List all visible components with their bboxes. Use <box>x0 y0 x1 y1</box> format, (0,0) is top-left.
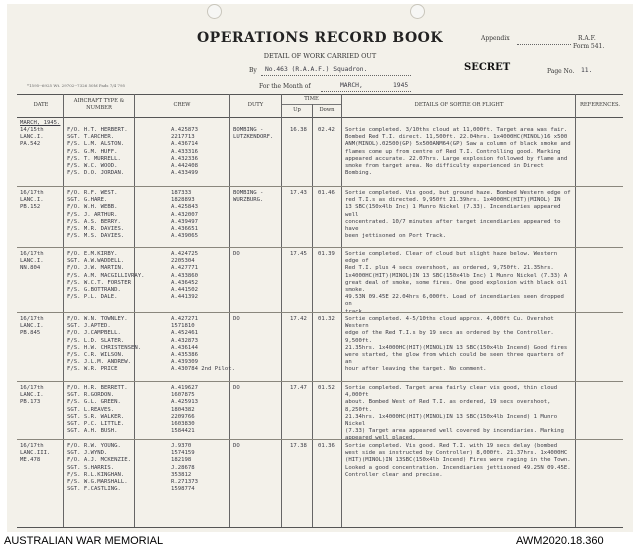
column-header-up: Up <box>293 107 301 113</box>
row-crew-names: F/O. R.F. WEST. SGT. G.HARE. F/O. W.H. WEBB. F/S. J. ARTHUR. F/S. A.S. BERRY. F/S. M.R. DAVIES. F/S. M.S. DAVIES. <box>67 190 125 240</box>
punch-hole-right <box>410 4 425 19</box>
month-heading: MARCH, 1945. <box>20 120 61 126</box>
column-header-crew: CREW <box>173 102 191 108</box>
year-value: 1945 <box>393 82 409 89</box>
col-divider-duty <box>229 94 230 528</box>
col-divider-crew <box>134 94 135 528</box>
row-separator <box>17 439 623 440</box>
col-divider-down <box>312 104 313 528</box>
row-details: Sortie completed. 4-5/10ths cloud approx. 4,000ft Cu. Overshot Western edge of the Red T.I.s by 19 secs as ordered by the Controller. 9,500ft. 21.35hrs. 1x4000HC(HIT)(MINOL)IN 13 SBC(150x4lb Incend) Good fires were started, the glow from which could be seen three quarters of an hour after leaving the target. No comment. <box>345 316 568 373</box>
row-crew-numbers: A.425873 2217713 A.436714 A.433316 A.432336 A.442408 A.433499 <box>171 127 198 177</box>
page-number: 11. <box>581 67 593 74</box>
row-date-aircraft: 16/17th LANC.I. PB.152 <box>20 190 44 211</box>
row-separator <box>17 381 623 382</box>
row-crew-numbers: A.427271 1571810 A.452461 A.432873 A.436144 A.435386 A.439309 A.430784 2nd Pilot. <box>171 316 235 373</box>
squadron-name: No.463 (R.A.A.F.) Squadron. <box>265 66 368 73</box>
row-time-up: 17.47 <box>290 385 307 391</box>
row-crew-names: F/O. W.N. TOWNLEY. SGT. J.APTED. F/O. J.CAMPBELL. F/S. L.D. SLATER. F/S. H.W. CHRISTENSEN. F/S. C.R. WILSON. F/S. J.L.M. ANDREW. F/S. W.R. PRICE <box>67 316 142 373</box>
row-details: Sortie completed. Clear of cloud but slight haze below. Western edge of Red T.I. plus 4 secs overshoot, as ordered, 9,750ft. 21.35hrs. 1x4000HC(HIT)(MINOL)IN 13 SBC(150x4lb Inc) 1 Munro Nickel (7.33) A great deal of smoke, some fires. One good explosion with black oil smoke. 49.53N 09.45E 22.04hrs 6,000ft. Load of incendiaries seen dropped on track. <box>345 251 568 315</box>
time-split-rule <box>281 104 341 105</box>
row-duty: BOMBING - LUTZKENDORF. <box>233 127 274 141</box>
form-code: R.A.F. <box>578 35 596 42</box>
row-duty: DO <box>233 385 240 391</box>
row-crew-numbers: A.424725 2205304 A.427771 A.433860 A.436452 A.441502 A.441392 <box>171 251 198 301</box>
appendix-label: Appendix <box>481 35 510 42</box>
col-divider-refs <box>575 94 576 528</box>
row-crew-names: F/O. R.W. YOUNG. SGT. J.WYND. F/O. A.J. MCKENZIE. SGT. S.HARRIS. F/S. R.L.KINGHAN. F/S. W.G.MARSHALL. SGT. F.CASTLING. <box>67 443 131 493</box>
row-crew-numbers: 187333 1828893 A.425843 A.432007 A.439497 A.436651 A.439065 <box>171 190 198 240</box>
form-number: Form 541. <box>573 43 605 50</box>
header-bottom-rule <box>17 117 623 118</box>
column-header-details: DETAILS OF SORTIE OR FLIGHT <box>414 102 504 108</box>
record-sheet <box>7 4 633 532</box>
col-divider-up <box>281 94 282 528</box>
row-duty: DO <box>233 251 240 257</box>
row-details: Sortie completed. 3/10ths cloud at 11,000ft. Target area was fair. Bombed Red T.I. direct. 11,500ft. 22.04hrs. 1x4000HC(MINOL)16 x500 ANM(MINOL).02500(GP) 5x500ANM64(GP) Saw a column of black smoke and flames come up from centre of Red T.I. Controlling good. Marking appeared accurate. 22.07hrs. Large explosion followed by flame and smoke from target area. No difficulty experienced in Direct Bombing. <box>345 127 571 177</box>
column-header-time: TIME <box>304 96 319 102</box>
squadron-line <box>261 75 411 76</box>
row-date-aircraft: 16/17th LANC.I. PB.173 <box>20 385 44 406</box>
row-time-up: 17.43 <box>290 190 307 196</box>
row-details: Sortie completed. Vis good. Red T.I. with 19 secs delay (bombed west side as instructed by Controller) 8,000ft. 21.37hrs. 1x4000HC (HIT)(MINOL)IN 13SBC(150x4lb Incend) Fires were raging in the Town. Looked a good concentration. Incendiaries jettisoned 49.25N 09.45E. Controller clear and precise. <box>345 443 571 478</box>
column-header-references: REFERENCES. <box>579 102 621 108</box>
row-details: Sortie completed. Vis good, but ground haze. Bombed Western edge of red T.I.s as directed. 9,950ft 21.39hrs. 1x4000HC(HIT)(MINOL) IN 13 SBC(150x4lb Inc) 1 Munro Nickel (7.33). Incendiaries appeared well concentrated. 10/7 minutes after target incendiaries appeared to have been jettisoned on Port Track. <box>345 190 571 240</box>
column-header-duty: DUTY <box>247 102 264 108</box>
row-separator <box>17 247 623 248</box>
row-time-down: 01.52 <box>318 385 335 391</box>
footer-institution: AUSTRALIAN WAR MEMORIAL <box>4 535 164 547</box>
row-duty: BOMBING - WURZBURG. <box>233 190 264 204</box>
document-title: OPERATIONS RECORD BOOK <box>196 30 443 46</box>
row-crew-names: F/O. H.R. BERRETT. SGT. R.GORDON. F/S. G.L. GREEN. SGT. L.REAVES. SGT. S.R. WALKER. SGT. P.C. LITTLE. SGT. A.H. BUSH. <box>67 385 128 435</box>
row-duty: DO <box>233 443 240 449</box>
printer-line: *1595--6925 Wt. 29702--7326 50M Pads 7/4 795 <box>27 83 126 88</box>
row-details: Sortie completed. Target area fairly clear vis good, thin cloud 4,000ft about. Bombed West of Red T.I. as ordered, 19 secs overshoot, 8,250ft. 21.34hrs. 1x4000HC(HIT)(MINOL)IN 13 SBC(150x4lb Incend) 1 Munro Nickel (7.33) Target area appeared well covered by incendiaries. Marking appeared well placed. <box>345 385 564 442</box>
col-divider-details <box>341 94 342 528</box>
footer-accession-number: AWM2020.18.360 <box>516 535 604 547</box>
column-header-down: Down <box>319 107 335 113</box>
page-label: Page No. <box>547 68 575 75</box>
row-crew-names: F/O. H.T. HERBERT. SGT. T.ARCHER. F/S. L.M. ALSTON. F/S. G.M. HUFF. F/S. T. MURRELL. F/S. W.C. WOOD. F/S. D.O. JORDAN. <box>67 127 128 177</box>
row-time-up: 17.38 <box>290 443 307 449</box>
table-bottom-rule <box>17 527 623 528</box>
punch-hole-left <box>207 4 222 19</box>
row-date-aircraft: 16/17th LANC.III. ME.478 <box>20 443 51 464</box>
by-label: By <box>249 67 257 74</box>
row-time-down: 01.36 <box>318 443 335 449</box>
column-header-date: DATE <box>33 102 49 108</box>
row-time-down: 02.42 <box>318 127 335 133</box>
row-crew-names: F/O. E.M.KIRBY. SGT. A.W.WADDELL. F/O. J.W. MARTIN. F/S. A.M. MACGILLIVRAY. F/S. W.C.T. FORSTER F/S. G.BOTTRAND. F/S. P.L. DALE. <box>67 251 145 301</box>
row-date-aircraft: 14/15th LANC.I. PA.542 <box>20 127 44 148</box>
table-top-rule <box>17 94 623 95</box>
classification-stamp: SECRET <box>464 62 511 73</box>
row-crew-numbers: J.9370 1574159 182198 J.28678 353812 R.271373 1598774 <box>171 443 198 493</box>
row-date-aircraft: 16/17th LANC.I. NN.804 <box>20 251 44 272</box>
row-time-up: 17.45 <box>290 251 307 257</box>
row-time-up: 17.42 <box>290 316 307 322</box>
month-line <box>321 91 411 92</box>
row-separator <box>17 186 623 187</box>
month-label: For the Month of <box>259 83 311 90</box>
column-header-aircraft: AIRCRAFT TYPE & NUMBER <box>73 98 125 111</box>
month-value: MARCH, <box>340 82 363 89</box>
row-time-down: 01.32 <box>318 316 335 322</box>
document-subtitle: DETAIL OF WORK CARRIED OUT <box>263 52 377 60</box>
row-time-down: 01.39 <box>318 251 335 257</box>
row-time-up: 16.38 <box>290 127 307 133</box>
row-time-down: 01.46 <box>318 190 335 196</box>
row-separator <box>17 312 623 313</box>
row-date-aircraft: 16/17th LANC.I. PB.845 <box>20 316 44 337</box>
row-duty: DO <box>233 316 240 322</box>
col-divider-date <box>63 94 64 528</box>
row-crew-numbers: A.419627 1607875 A.425913 1804382 2209766 1603830 1584421 <box>171 385 198 435</box>
